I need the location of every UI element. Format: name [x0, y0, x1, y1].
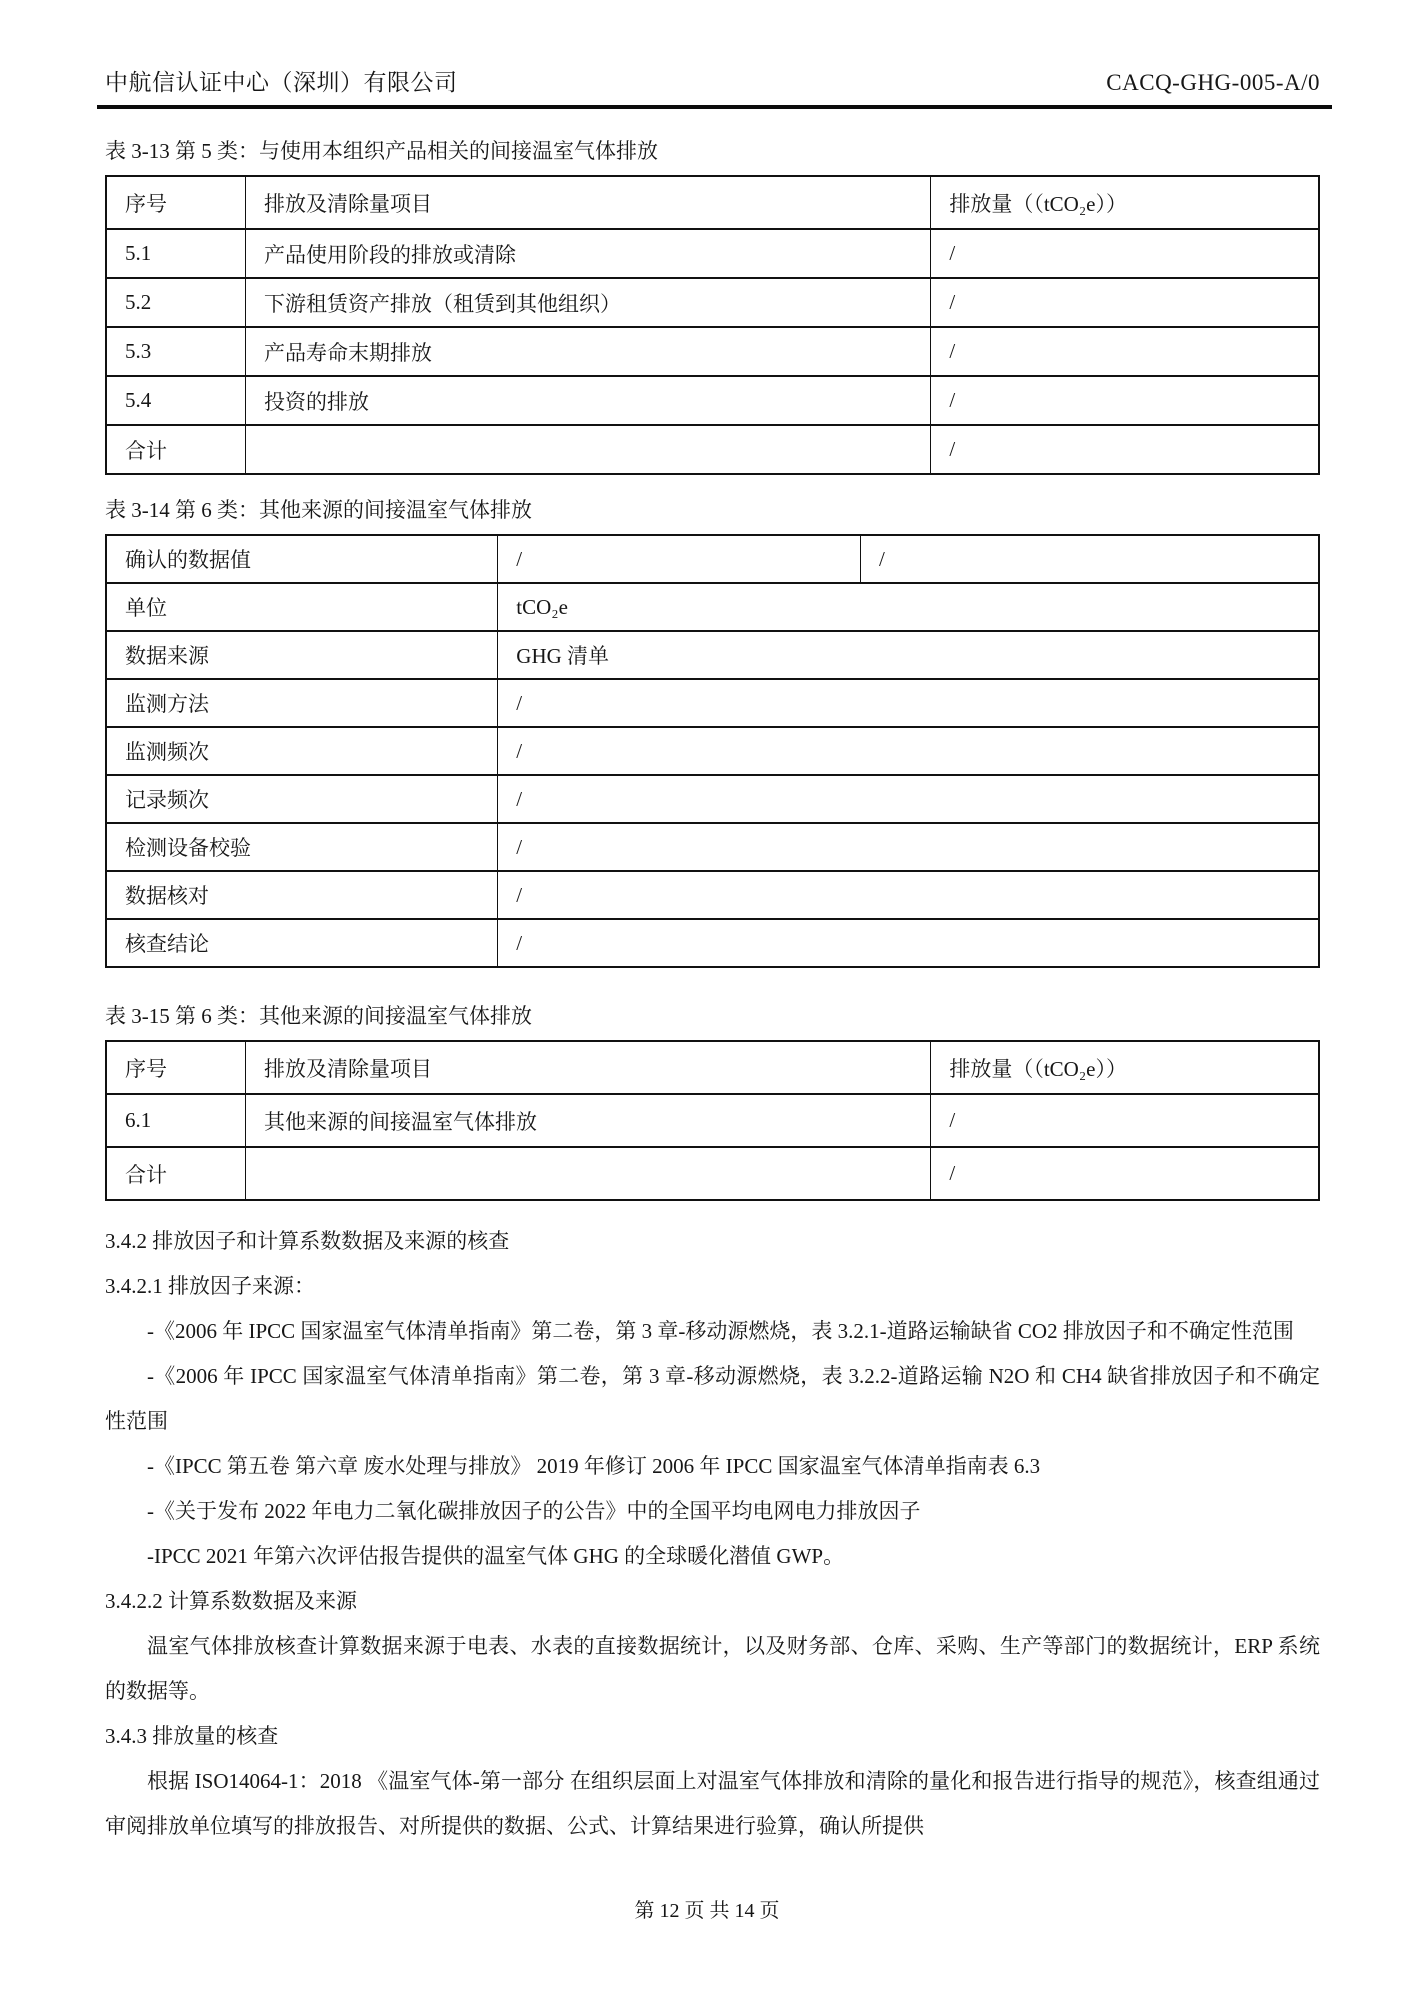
- cell-seq: 合计: [106, 425, 245, 474]
- cell-amount: /: [931, 327, 1319, 376]
- header-rule: [97, 105, 1332, 109]
- cell-label: 确认的数据值: [106, 535, 498, 583]
- cell-seq: 6.1: [106, 1094, 245, 1147]
- cell-label: 核查结论: [106, 919, 498, 967]
- section-heading-3-4-3: 3.4.3 排放量的核查: [105, 1724, 279, 1748]
- table-row: [106, 919, 1319, 967]
- table-total-row: [106, 1147, 1319, 1200]
- cell-seq: 5.3: [106, 327, 245, 376]
- table-3-15: [105, 1040, 1320, 1201]
- cell-label: 单位: [106, 583, 498, 631]
- table-row: [106, 535, 1319, 583]
- table-row: [106, 1094, 1319, 1147]
- cell-item: 产品使用阶段的排放或清除: [245, 229, 930, 278]
- cell-item: 下游租赁资产排放（租赁到其他组织）: [245, 278, 930, 327]
- cell-label: 检测设备校验: [106, 823, 498, 871]
- table-row: [106, 727, 1319, 775]
- cell-label: 数据核对: [106, 871, 498, 919]
- table-row: [106, 631, 1319, 679]
- cell-item: [245, 1147, 930, 1200]
- cell-seq: 5.2: [106, 278, 245, 327]
- col-header-item: 排放及清除量项目: [245, 176, 930, 229]
- paragraph-emission-verification: 根据 ISO14064-1：2018 《温室气体-第一部分 在组织层面上对温室气体排放和清除的量化和报告进行指导的规范》，核查组通过审阅排放单位填写的排放报告、对所提供的数据、公式、计算结果进行验算，确认所提供: [105, 1769, 1320, 1838]
- paragraph-calc-coefficient: 温室气体排放核查计算数据来源于电表、水表的直接数据统计，以及财务部、仓库、采购、生产等部门的数据统计，ERP 系统的数据等。: [105, 1634, 1320, 1703]
- table-3-15-caption: 表 3-15 第 6 类：其他来源的间接温室气体排放: [105, 1004, 532, 1028]
- table-row: [106, 229, 1319, 278]
- page-footer: [0, 1894, 1414, 1923]
- cell-amount: /: [931, 278, 1319, 327]
- cell-label: 记录频次: [106, 775, 498, 823]
- table-row: [106, 871, 1319, 919]
- table-3-13: [105, 175, 1320, 475]
- col-header-amount: 排放量（（tCO₂e））: [931, 1041, 1319, 1094]
- cell-item: [245, 425, 930, 474]
- cell-label: 监测方法: [106, 679, 498, 727]
- section-heading-3-4-2-1: 3.4.2.1 排放因子来源：: [105, 1274, 315, 1298]
- col-header-seq: 序号: [106, 176, 245, 229]
- cell-label: 数据来源: [106, 631, 498, 679]
- cell-value: /: [498, 919, 1319, 967]
- cell-value: /: [498, 535, 861, 583]
- cell-seq: 5.4: [106, 376, 245, 425]
- cell-seq: 5.1: [106, 229, 245, 278]
- body-text: [105, 1219, 1320, 1849]
- paragraph-emission-factor-5: -IPCC 2021 年第六次评估报告提供的温室气体 GHG 的全球暖化潜值 GWP。: [147, 1544, 845, 1568]
- table-3-13-caption: 表 3-13 第 5 类：与使用本组织产品相关的间接温室气体排放: [105, 139, 658, 163]
- table-row: [106, 278, 1319, 327]
- col-header-item: 排放及清除量项目: [245, 1041, 930, 1094]
- col-header-seq: 序号: [106, 1041, 245, 1094]
- page-header: [105, 70, 1320, 96]
- cell-seq: 合计: [106, 1147, 245, 1200]
- cell-item: 产品寿命末期排放: [245, 327, 930, 376]
- cell-amount: /: [931, 229, 1319, 278]
- doc-code: CACQ-GHG-005-A/0: [1106, 70, 1320, 95]
- table-row: [106, 376, 1319, 425]
- cell-amount: /: [931, 1094, 1319, 1147]
- page-number: 第 12 页 共 14 页: [634, 1900, 780, 1922]
- table-3-14-caption: 表 3-14 第 6 类：其他来源的间接温室气体排放: [105, 498, 532, 522]
- table-total-row: [106, 425, 1319, 474]
- section-heading-3-4-2-2: 3.4.2.2 计算系数数据及来源: [105, 1589, 357, 1613]
- table-row: [106, 327, 1319, 376]
- paragraph-emission-factor-1: -《2006 年 IPCC 国家温室气体清单指南》第二卷，第 3 章-移动源燃烧，表 3.2.1-道路运输缺省 CO2 排放因子和不确定性范围: [147, 1319, 1294, 1343]
- cell-amount: /: [931, 376, 1319, 425]
- paragraph-emission-factor-3: -《IPCC 第五卷 第六章 废水处理与排放》 2019 年修订 2006 年 IPCC 国家温室气体清单指南表 6.3: [147, 1454, 1041, 1478]
- cell-value: /: [498, 871, 1319, 919]
- cell-value: /: [860, 535, 1319, 583]
- paragraph-emission-factor-4: -《关于发布 2022 年电力二氧化碳排放因子的公告》中的全国平均电网电力排放因子: [147, 1499, 921, 1523]
- cell-amount: /: [931, 425, 1319, 474]
- table-header-row: [106, 176, 1319, 229]
- paragraph-emission-factor-2: -《2006 年 IPCC 国家温室气体清单指南》第二卷，第 3 章-移动源燃烧，表 3.2.2-道路运输 N2O 和 CH4 缺省排放因子和不确定性范围: [105, 1364, 1320, 1433]
- table-row: [106, 823, 1319, 871]
- cell-label: 监测频次: [106, 727, 498, 775]
- cell-amount: /: [931, 1147, 1319, 1200]
- table-row: [106, 679, 1319, 727]
- cell-item: 投资的排放: [245, 376, 930, 425]
- table-header-row: [106, 1041, 1319, 1094]
- cell-value: /: [498, 679, 1319, 727]
- cell-item: 其他来源的间接温室气体排放: [245, 1094, 930, 1147]
- cell-value: /: [498, 727, 1319, 775]
- table-3-14: [105, 534, 1320, 968]
- company-name: 中航信认证中心（深圳）有限公司: [105, 70, 458, 95]
- col-header-amount: 排放量（（tCO₂e））: [931, 176, 1319, 229]
- cell-value: /: [498, 823, 1319, 871]
- table-row: [106, 583, 1319, 631]
- cell-value: /: [498, 775, 1319, 823]
- cell-value: GHG 清单: [498, 631, 1319, 679]
- cell-value: tCO₂e: [498, 583, 1319, 631]
- table-row: [106, 775, 1319, 823]
- section-heading-3-4-2: 3.4.2 排放因子和计算系数数据及来源的核查: [105, 1229, 510, 1253]
